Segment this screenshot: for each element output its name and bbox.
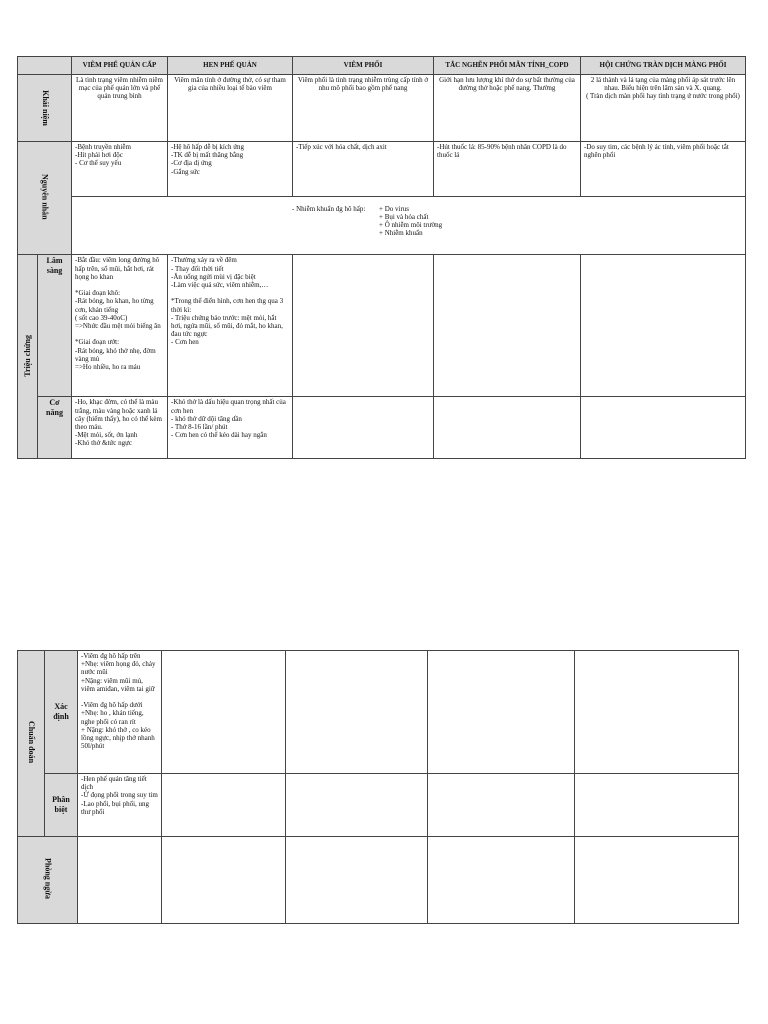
sublabel-phan-biet: Phân biệt — [45, 774, 78, 837]
header-row — [18, 57, 746, 75]
phan-biet-cell-1: -Hen phế quản tăng tiết dịch -Ứ đọng phổi trong suy tim -Lao phổi, bụi phổi, ung thư phổi — [78, 774, 162, 837]
row-label-khai-niem: Khái niệm — [18, 75, 72, 142]
khai-niem-cell-4: Giới hạn lưu lượng khí thở do sự bất thường của đường thở hoặc phế nang. Thường — [434, 75, 581, 142]
comparison-table-bottom — [17, 650, 739, 924]
khai-niem-cell-5: 2 lá thành và lá tạng của màng phổi áp sát trước lên nhau. Biểu hiện trên lâm sàn và X. quang. ( Tràn dịch màn phổi hay tình trạng ứ nước trong phổi) — [581, 75, 746, 142]
row-nguyen-nhan-shared — [18, 197, 746, 255]
lam-sang-cell-2: -Thường xảy ra về đêm - Thay đổi thời tiết -Ăn uống ngửi mùi vị đặc biệt -Làm việc quá sức, viêm nhiễm,… *Trong thể điển hình, cơn hen thg qua 3 thời kì: - Triệu chứng báo trước: mệt mỏi, hắt hơi, ngứa mũi, sổ mũi, đỏ mắt, ho khan, đau tức ngực - Cơn hen — [168, 255, 293, 397]
nguyen-nhan-cell-4: -Hút thuốc lá: 85-90% bệnh nhân COPD là do thuốc lá — [434, 142, 581, 197]
lam-sang-cell-5 — [581, 255, 746, 397]
header-col-2: HEN PHẾ QUẢN — [168, 57, 293, 75]
co-nang-cell-2: -Khó thở là dấu hiệu quan trọng nhất của cơn hen - khó thở dữ dội tăng dần - Thở 8-16 lần/ phút - Cơn hen có thể kéo dài hay ngắn — [168, 397, 293, 459]
shared-item-4: + Nhiễm khuẩn — [379, 229, 423, 238]
shared-item-2: + Bụi và hóa chất — [379, 213, 429, 222]
co-nang-cell-3 — [293, 397, 434, 459]
row-label-phong-ngua: Phòng ngừa — [18, 837, 78, 924]
phan-biet-cell-3 — [286, 774, 428, 837]
xac-dinh-cell-1: -Viêm đg hô hấp trên +Nhẹ: viêm họng đỏ, chảy nước mũi +Nặng: viêm mũi mủ, viêm amiđan, viêm tai giữ -Viêm đg hô hấp dưới +Nhẹ: ho , khản tiếng, nghe phổi có ran rít + Nặng: khó thở , co kéo lồng ngực, nhịp thở nhanh 50l/phút — [78, 651, 162, 774]
xac-dinh-cell-4 — [428, 651, 575, 774]
nguyen-nhan-cell-3: -Tiếp xúc với hóa chất, dịch axit — [293, 142, 434, 197]
co-nang-cell-4 — [434, 397, 581, 459]
comparison-table-top — [17, 56, 746, 459]
shared-item-3: + Ô nhiễm môi trường — [379, 221, 443, 230]
nguyen-nhan-cell-2: -Hệ hô hấp dễ bị kích ứng -TK dễ bị mất thăng bằng -Cơ địa dị ứng -Gắng sức — [168, 142, 293, 197]
phan-biet-cell-2 — [162, 774, 286, 837]
row-label-nguyen-nhan: Nguyên nhân — [18, 142, 72, 255]
xac-dinh-cell-2 — [162, 651, 286, 774]
phong-ngua-cell-1 — [78, 837, 162, 924]
row-khai-niem — [18, 75, 746, 142]
row-nguyen-nhan — [18, 142, 746, 197]
co-nang-cell-5 — [581, 397, 746, 459]
shared-prefix: - Nhiễm khuẩn đg hô hấp: — [292, 205, 366, 214]
nguyen-nhan-cell-5: -Do suy tim, các bệnh lý ác tính, viêm phổi hoặc tắt nghẽn phổi — [581, 142, 746, 197]
row-phong-ngua — [18, 837, 739, 924]
xac-dinh-cell-5 — [575, 651, 739, 774]
lam-sang-cell-4 — [434, 255, 581, 397]
phan-biet-cell-4 — [428, 774, 575, 837]
co-nang-cell-1: -Ho, khạc đờm, có thể là màu trắng, màu vàng hoặc xanh lá cây (hiếm thấy), ho có thể kèm theo máu. -Mệt mỏi, sốt, ớn lạnh -Khó thở &tức ngực — [72, 397, 168, 459]
sublabel-xac-dinh: Xác định — [45, 651, 78, 774]
khai-niem-cell-2: Viêm mãn tính ở đường thở, có sự tham gia của nhiều loại tế bào viêm — [168, 75, 293, 142]
khai-niem-cell-3: Viêm phổi là tình trạng nhiễm trùng cấp tính ở nhu mô phổi bao gồm phế nang — [293, 75, 434, 142]
row-label-chuan-doan: Chuẩn đoán — [18, 651, 45, 837]
row-xac-dinh — [18, 651, 739, 774]
sublabel-lam-sang: Lâm sàng — [38, 255, 72, 397]
row-lam-sang — [18, 255, 746, 397]
row-co-nang — [18, 397, 746, 459]
phong-ngua-cell-4 — [428, 837, 575, 924]
lam-sang-cell-1: -Bắt đầu: viêm long đường hô hấp trên, sổ mũi, hắt hơi, rát họng ho khan *Giai đoạn khô: -Rát bỏng, ho khan, ho từng cơn, khản tiếng ( sốt cao 39-40oC) =>Nhức đầu mệt mỏi biếng ăn *Giai đoạn ướt: -Rát bỏng, khó thở nhẹ, đờm vàng mủ =>Ho nhiều, ho ra máu — [72, 255, 168, 397]
lam-sang-cell-3 — [293, 255, 434, 397]
nguyen-nhan-shared-cell — [72, 197, 746, 255]
sublabel-co-nang: Cơ năng — [38, 397, 72, 459]
shared-causes — [75, 205, 742, 245]
header-corner — [18, 57, 72, 75]
xac-dinh-cell-3 — [286, 651, 428, 774]
nguyen-nhan-cell-1: -Bệnh truyền nhiễm -Hít phải hơi độc - Cơ thể suy yếu — [72, 142, 168, 197]
phong-ngua-cell-5 — [575, 837, 739, 924]
header-col-5: HỘI CHỨNG TRÀN DỊCH MÀNG PHỔI — [581, 57, 746, 75]
phong-ngua-cell-3 — [286, 837, 428, 924]
row-phan-biet — [18, 774, 739, 837]
row-label-trieu-chung: Triệu chứng — [18, 255, 38, 459]
header-col-4: TẮC NGHẼN PHỔI MÃN TÍNH_COPD — [434, 57, 581, 75]
khai-niem-cell-1: Là tình trạng viêm nhiễm niêm mạc của phế quản lớn và phế quản trung bình — [72, 75, 168, 142]
header-col-3: VIÊM PHỔI — [293, 57, 434, 75]
phong-ngua-cell-2 — [162, 837, 286, 924]
phan-biet-cell-5 — [575, 774, 739, 837]
shared-item-1: + Do virus — [379, 205, 410, 214]
header-col-1: VIÊM PHẾ QUẢN CẤP — [72, 57, 168, 75]
